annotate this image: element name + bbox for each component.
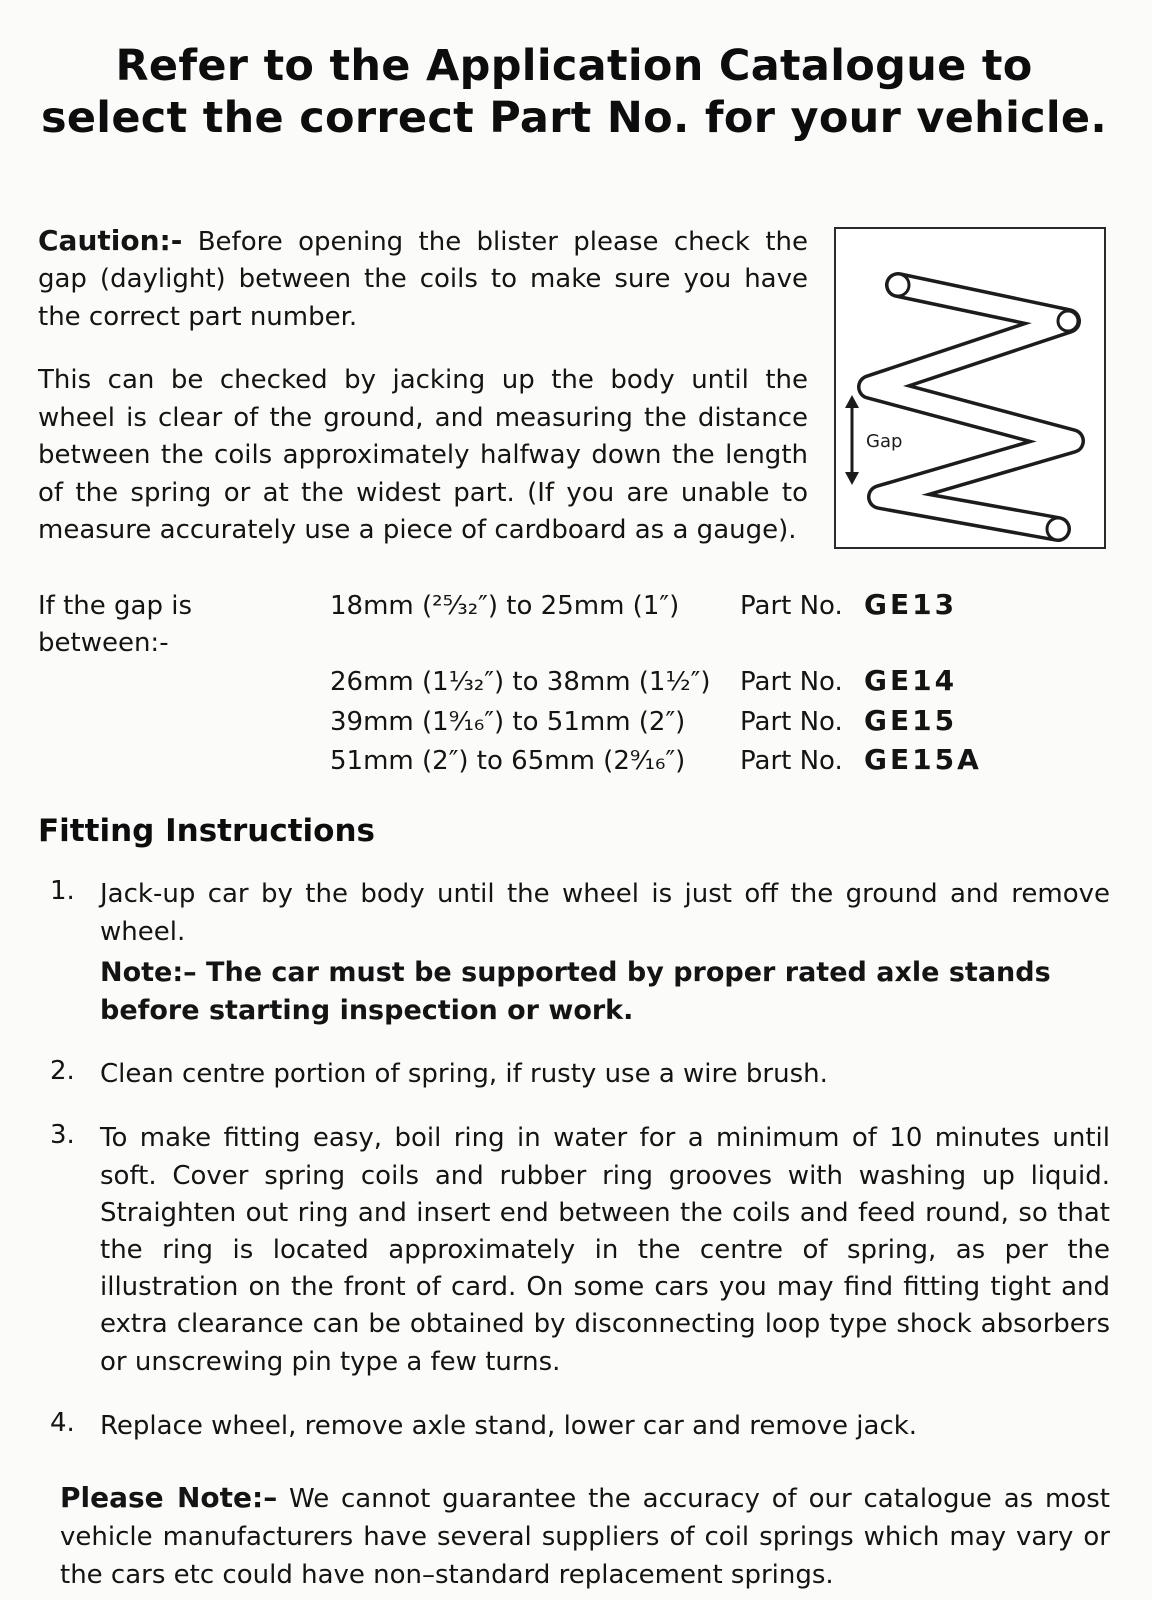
part-no-value: GE14 <box>864 664 958 698</box>
table-row <box>38 661 1110 700</box>
item-number: 2. <box>50 1056 75 1087</box>
part-no-label: Part No. <box>740 706 843 737</box>
title-line-1: Refer to the Application Catalogue to <box>115 41 1033 91</box>
gap-range: 51mm (2″) to 65mm (2⁹⁄₁₆″) <box>330 745 686 776</box>
gap-range: 26mm (1¹⁄₃₂″) to 38mm (1¹⁄₂″) <box>330 667 711 698</box>
coil-spring-zigzag <box>870 274 1078 540</box>
part-no-label: Part No. <box>740 667 843 698</box>
item-note: Note:– The car must be supported by proper rated axle stands before starting inspection or work. <box>100 956 1051 1026</box>
part-no-value: GE13 <box>864 588 958 622</box>
check-paragraph: This can be checked by jacking up the body until the wheel is clear of the ground, and measuring the distance between the coils approximately halfway down the length of the spring or at the widest part. (If you are unable to measure accurately use a piece of cardboard as a gauge). <box>38 365 808 545</box>
caution-section <box>38 221 1110 576</box>
item-number: 1. <box>50 876 75 907</box>
item-number: 4. <box>50 1407 75 1438</box>
item-text-block <box>100 876 1110 1029</box>
gap-range: 39mm (1⁹⁄₁₆″) to 51mm (2″) <box>330 706 686 737</box>
list-item <box>38 1056 1110 1093</box>
caution-paragraph <box>38 221 808 336</box>
item-text: Replace wheel, remove axle stand, lower car and remove jack. <box>100 1410 918 1441</box>
caution-label: Caution:- <box>38 223 183 257</box>
caution-text: Before opening the blister please check the gap (daylight) between the coils to make sure you have the correct part number. <box>38 226 808 332</box>
list-item <box>38 876 1110 1029</box>
item-text: Clean centre portion of spring, if rusty use a wire brush. <box>100 1059 828 1090</box>
table-row <box>38 585 1110 661</box>
list-item <box>38 1120 1110 1380</box>
title-line-2: select the correct Part No. for your vehicle. <box>40 93 1108 144</box>
fitting-instructions-list <box>38 876 1110 1444</box>
item-number: 3. <box>50 1120 75 1151</box>
part-no-value: GE15 <box>864 703 958 737</box>
item-text: To make fitting easy, boil ring in water for a minimum of 10 minutes until soft. Cover spring coils and rubber ring grooves with washing up liquid. Straighten out ring and insert end between the coils and feed round, so that the ring is located approximately in the centre of spring, as per the illustration on the front of card. On some cars you may find fitting tight and extra clearance can be obtained by disconnecting loop type shock absorbers or unscrewing pin type a few turns. <box>100 1123 1110 1377</box>
table-row <box>38 740 1110 779</box>
please-note-text: We cannot guarantee the accuracy of our catalogue as most vehicle manufacturers have several suppliers of coil springs which may vary or the cars etc could have non–standard replacement springs. <box>60 1483 1110 1591</box>
coil-spring-drawing <box>836 229 1104 547</box>
part-no-label: Part No. <box>740 745 843 776</box>
gap-table-intro: If the gap is between:- <box>38 591 192 658</box>
please-note-paragraph <box>38 1477 1110 1595</box>
gap-label: Gap <box>866 430 903 452</box>
list-item <box>38 1408 1110 1445</box>
spring-illustration <box>834 227 1106 549</box>
fitting-instructions-heading: Fitting Instructions <box>38 813 375 850</box>
gap-range: 18mm (²⁵⁄₃₂″) to 25mm (1″) <box>330 591 680 622</box>
item-text: Jack-up car by the body until the wheel is just off the ground and remove wheel. <box>100 879 1110 947</box>
part-no-label: Part No. <box>740 591 843 622</box>
gap-part-table <box>38 585 1110 779</box>
please-note-label: Please Note:– <box>60 1480 278 1514</box>
table-row <box>38 701 1110 740</box>
page-title <box>38 40 1110 145</box>
gap-arrow <box>845 395 902 485</box>
caution-text-column <box>38 221 808 576</box>
part-no-value: GE15A <box>864 742 982 776</box>
